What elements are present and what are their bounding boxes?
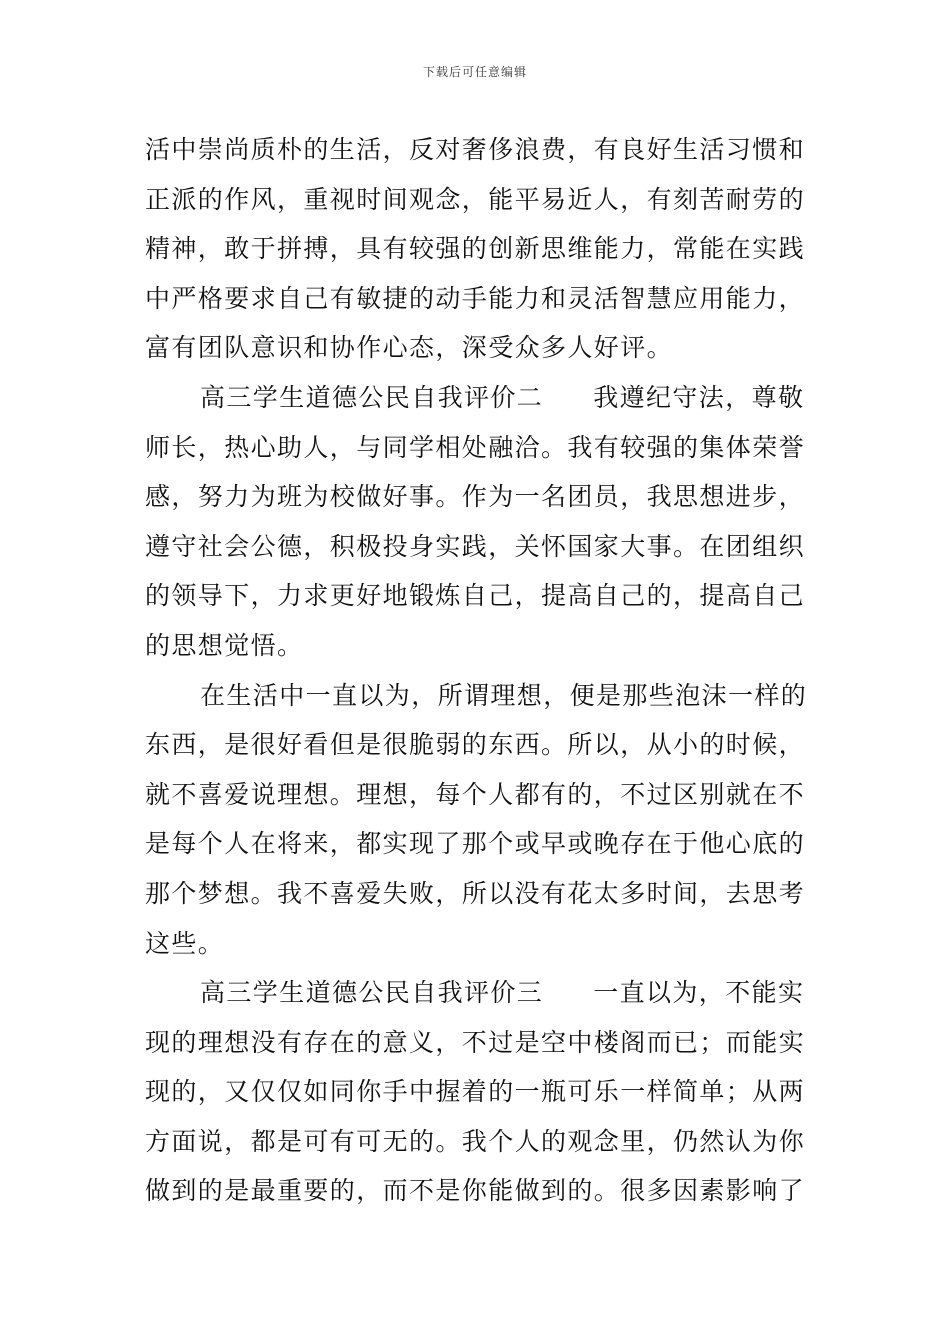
- text-line: 的领导下，力求更好地锻炼自己，提高自己的，提高自己: [145, 581, 806, 611]
- text-line: 活中崇尚质朴的生活，反对奢侈浪费，有良好生活习惯和: [145, 135, 806, 164]
- text-line: 方面说，都是可有可无的。我个人的观念里，仍然认为你: [145, 1126, 806, 1156]
- text-line: 东西，是很好看但是很脆弱的东西。所以，从小的时候，: [145, 730, 806, 760]
- paragraph-4: [145, 968, 810, 1216]
- section-heading: 高三学生道德公民自我评价三: [200, 978, 544, 1008]
- text-line: 现的理想没有存在的意义，不过是空中楼阁而已；而能实: [145, 1027, 806, 1057]
- page-header: 下载后可任意编辑: [422, 65, 527, 79]
- heading-line: [145, 968, 810, 1018]
- text-line: 遵守社会公德，积极投身实践，关怀国家大事。在团组织: [145, 531, 806, 561]
- text-line: 师长，热心助人，与同学相处融洽。我有较强的集体荣誉: [145, 432, 806, 462]
- text-line: 就不喜爱说理想。理想，每个人都有的，不过区别就在不: [145, 779, 806, 809]
- text-line: 的思想觉悟。: [145, 630, 304, 660]
- text-line: 精神，敢于拼搏，具有较强的创新思维能力，常能在实践: [145, 234, 806, 264]
- text-line: 做到的是最重要的，而不是你能做到的。很多因素影响了: [145, 1176, 806, 1206]
- document-body: [145, 125, 810, 1216]
- text-line: 在生活中一直以为，所谓理想，便是那些泡沫一样的: [200, 680, 808, 710]
- heading-line: [145, 373, 810, 423]
- text-line: 富有团队意识和协作心态，深受众多人好评。: [145, 333, 674, 363]
- text-run: 一直以为，不能实: [593, 978, 805, 1008]
- paragraph-3: [145, 671, 810, 969]
- text-line: 中严格要求自己有敏捷的动手能力和灵活智慧应用能力，: [145, 283, 806, 313]
- text-line: 现的，又仅仅如同你手中握着的一瓶可乐一样简单；从两: [145, 1077, 806, 1107]
- section-heading: 高三学生道德公民自我评价二: [200, 382, 544, 412]
- paragraph-1: [145, 125, 810, 373]
- text-line: 感，努力为班为校做好事。作为一名团员，我思想进步，: [145, 482, 806, 512]
- text-line: 是每个人在将来，都实现了那个或早或晚存在于他心底的: [145, 829, 806, 859]
- text-line: 这些。: [145, 928, 225, 958]
- text-line: 正派的作风，重视时间观念，能平易近人，有刻苦耐劳的: [145, 184, 806, 214]
- paragraph-2: [145, 373, 810, 671]
- text-run: 我遵纪守法，尊敬: [593, 382, 805, 412]
- text-line: 那个梦想。我不喜爱失败，所以没有花太多时间，去思考: [145, 878, 806, 908]
